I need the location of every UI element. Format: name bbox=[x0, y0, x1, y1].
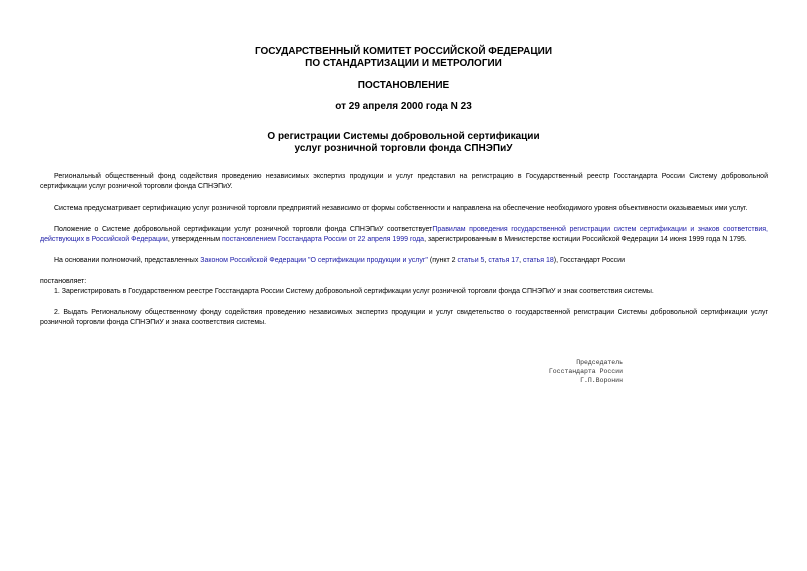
document-subject-line1: О регистрации Системы добровольной сертификации bbox=[267, 131, 540, 142]
certification-law-link[interactable]: Законом Российской Федерации "О сертификации продукции и услуг" bbox=[200, 257, 428, 264]
signatory-name: Г.П.Воронин bbox=[580, 377, 623, 384]
rules-registration-link[interactable]: Правилам проведения государственной регистрации систем сертификации и знаков соответствия, действующих в Российской Федерации bbox=[40, 226, 769, 243]
paragraph-3 bbox=[40, 225, 768, 245]
document-subject-line2: услуг розничной торговли фонда СПНЭПиУ bbox=[294, 143, 513, 154]
paragraph-4-text-d: , bbox=[519, 257, 523, 264]
paragraph-2: Система предусматривает сертификацию услуг розничной торговли предприятий независимо от формы собственности и направлена на обеспечение необходимого уровня объективности оказываемых ими услуг. bbox=[54, 205, 748, 212]
resolution-item-2: 2. Выдать Региональному общественному фонду содействия проведению независимых экспертиз продукции и услуг свидетельство о государственной регистрации Системы добровольной сертификации услуг розничной торговли фонда СПНЭПиУ и знака соответствия системы. bbox=[40, 309, 768, 326]
paragraph-4-text-c: , bbox=[484, 257, 489, 264]
org-name-line1: ГОСУДАРСТВЕННЫЙ КОМИТЕТ РОССИЙСКОЙ ФЕДЕРАЦИИ bbox=[254, 46, 553, 57]
resolution-item-1: 1. Зарегистрировать в Государственном реестре Госстандарта России Систему добровольной сертификации услуг розничной торговли фонда СПНЭПиУ и знак соответствия системы. bbox=[54, 288, 654, 295]
signatory-title: Председатель bbox=[576, 359, 623, 366]
org-name-line2: ПО СТАНДАРТИЗАЦИИ И МЕТРОЛОГИИ bbox=[305, 58, 502, 69]
article-18-link[interactable]: статья 18 bbox=[522, 257, 554, 264]
paragraph-3-text-a: Положение о Системе добровольной сертификации услуг розничной торговли фонда СПНЭПиУ соответствует bbox=[54, 226, 433, 233]
paragraph-4-text-b: (пункт 2 bbox=[427, 257, 458, 264]
document-type: ПОСТАНОВЛЕНИЕ bbox=[357, 80, 450, 91]
paragraph-4-text-e: ), Госстандарт России bbox=[553, 257, 625, 264]
document-date-number: от 29 апреля 2000 года N 23 bbox=[335, 101, 472, 112]
signatory-organization: Госстандарта России bbox=[548, 368, 623, 375]
resolves-label: постановляет: bbox=[40, 278, 87, 285]
paragraph-3-text-c: , зарегистрированным в Министерстве юстиции Российской Федерации 14 июня 1999 года N 1795. bbox=[424, 236, 747, 243]
gosstandart-resolution-link[interactable]: постановлением Госстандарта России от 22 апреля 1999 года bbox=[222, 236, 425, 243]
article-17-link[interactable]: статья 17 bbox=[488, 257, 520, 264]
paragraph-1: Региональный общественный фонд содействия проведению независимых экспертиз продукции и услуг представил на регистрацию в Государственный реестр Госстандарта России Систему добровольной сертификации услуг розничной торговли фонда СПНЭПиУ. bbox=[40, 173, 768, 190]
paragraph-3-text-b: , утвержденным bbox=[167, 236, 223, 243]
paragraph-4-text-a: На основании полномочий, представленных bbox=[54, 257, 201, 264]
article-5-link[interactable]: статьи 5 bbox=[457, 257, 485, 264]
paragraph-4 bbox=[40, 256, 768, 266]
